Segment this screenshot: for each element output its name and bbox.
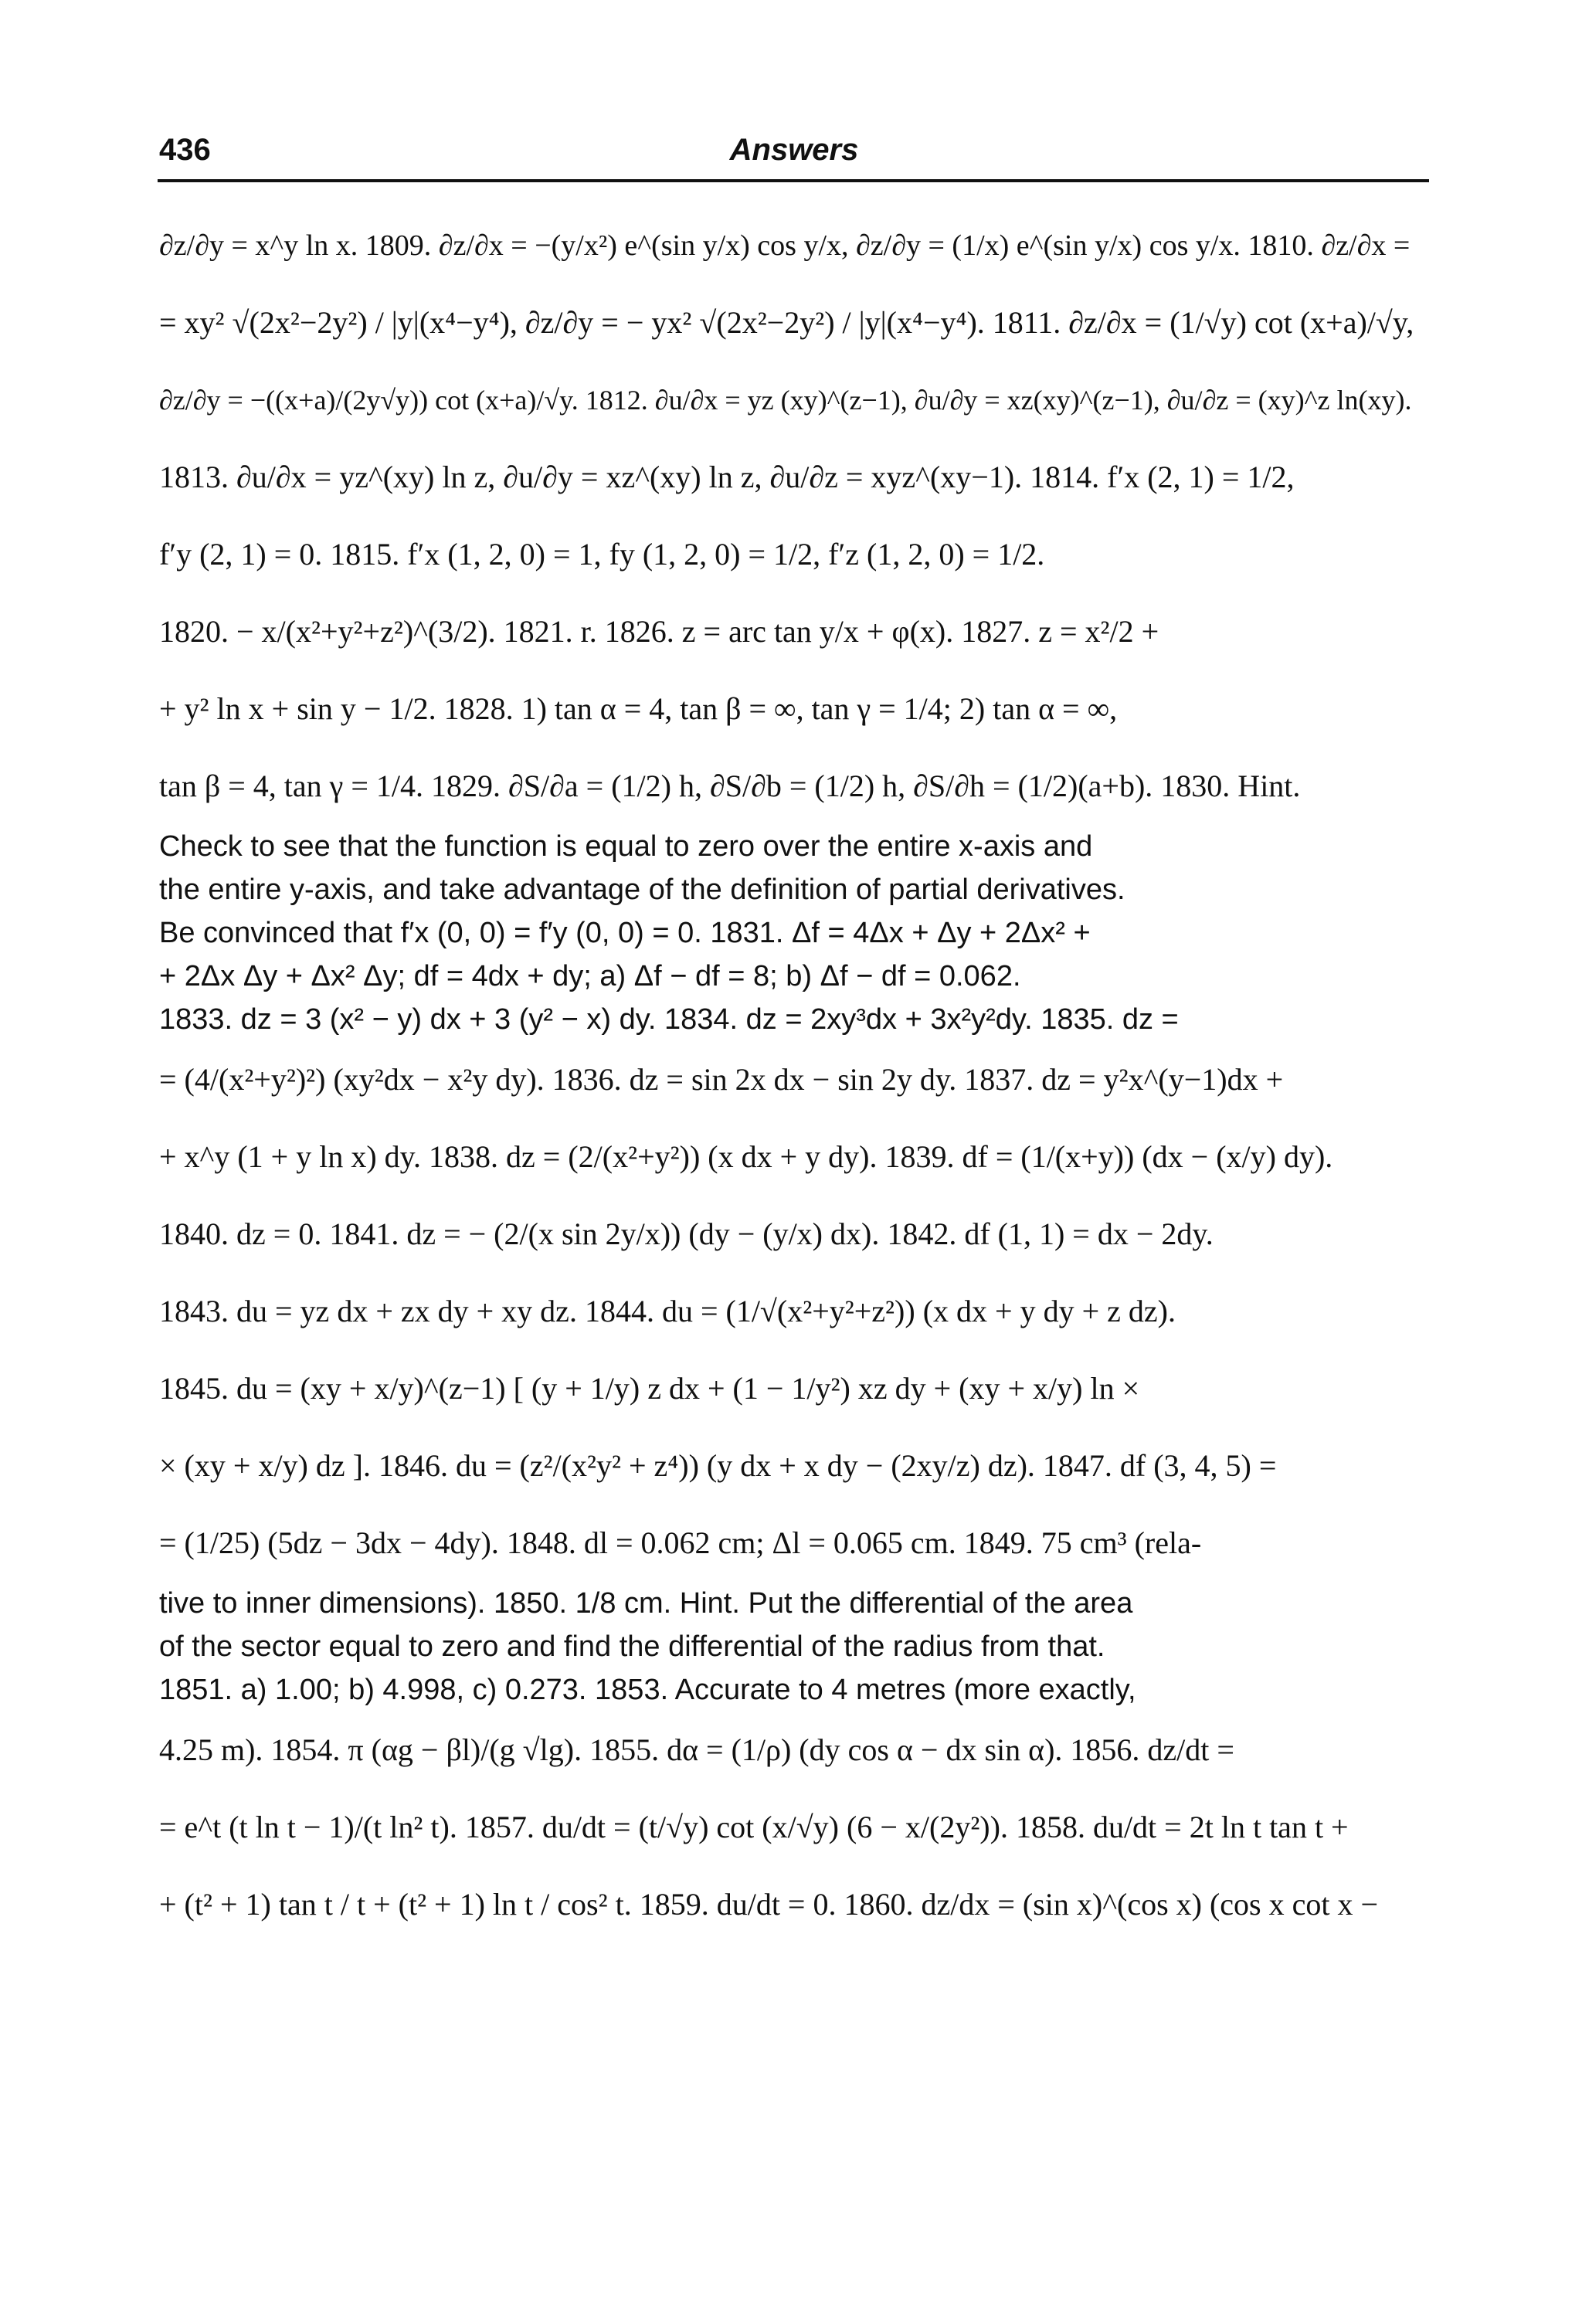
line-6: 1820. − x/(x²+y²+z²)^(3/2). 1821. r. 1826. z = arc tan y/x + φ(x). 1827. z = x²/2 + xyxy=(159,614,1159,649)
line-3: ∂z/∂y = −((x+a)/(2y√y)) cot (x+a)/√y. 1812. ∂u/∂x = yz (xy)^(z−1), ∂u/∂y = xz(xy)^(z−1), ∂u/∂z = (xy)^z ln(xy). xyxy=(159,385,1412,416)
line-12: + 2Δx Δy + Δx² Δy; df = 4dx + dy; a) Δf − df = 8; b) Δf − df = 0.062. xyxy=(159,960,1021,992)
line-9: Check to see that the function is equal to zero over the entire x-axis and xyxy=(159,830,1093,863)
line-14: = (4/(x²+y²)²) (xy²dx − x²y dy). 1836. dz = sin 2x dx − sin 2y dy. 1837. dz = y²x^(y−1)dx + xyxy=(159,1062,1284,1097)
page-header xyxy=(159,133,1429,179)
line-25: = e^t (t ln t − 1)/(t ln² t). 1857. du/dt = (t/√y) cot (x/√y) (6 − x/(2y²)). 1858. du/dt = 2t ln t tan t + xyxy=(159,1810,1349,1844)
page-number: 436 xyxy=(159,133,211,167)
line-15: + x^y (1 + y ln x) dy. 1838. dz = (2/(x²+y²)) (x dx + y dy). 1839. df = (1/(x+y)) (dx − (x/y) dy). xyxy=(159,1139,1333,1174)
line-19: × (xy + x/y) dz ]. 1846. du = (z²/(x²y² + z⁴)) (y dx + x dy − (2xy/z) dz). 1847. df (3, 4, 5) = xyxy=(159,1448,1277,1483)
line-24: 4.25 m). 1854. π (αg − βl)/(g √lg). 1855. dα = (1/ρ) (dy cos α − dx sin α). 1856. dz/dt = xyxy=(159,1732,1234,1767)
line-2: = xy² √(2x²−2y²) / |y|(x⁴−y⁴), ∂z/∂y = − yx² √(2x²−2y²) / |y|(x⁴−y⁴). 1811. ∂z/∂x = (1/√y) cot (x+a)/√y, xyxy=(159,305,1414,340)
answers-body xyxy=(159,207,1429,1943)
line-4: 1813. ∂u/∂x = yz^(xy) ln z, ∂u/∂y = xz^(xy) ln z, ∂u/∂z = xyz^(xy−1). 1814. f′x (2, 1) = 1/2, xyxy=(159,460,1295,494)
line-16: 1840. dz = 0. 1841. dz = − (2/(x sin 2y/x)) (dy − (y/x) dx). 1842. df (1, 1) = dx − 2dy. xyxy=(159,1216,1214,1251)
line-8: tan β = 4, tan γ = 1/4. 1829. ∂S/∂a = (1/2) h, ∂S/∂b = (1/2) h, ∂S/∂h = (1/2)(a+b). 1830. Hint. xyxy=(159,768,1301,803)
line-17: 1843. du = yz dx + zx dy + xy dz. 1844. du = (1/√(x²+y²+z²)) (x dx + y dy + z dz). xyxy=(159,1294,1176,1328)
line-7: + y² ln x + sin y − 1/2. 1828. 1) tan α = 4, tan β = ∞, tan γ = 1/4; 2) tan α = ∞, xyxy=(159,691,1118,726)
line-22: of the sector equal to zero and find the differential of the radius from that. xyxy=(159,1630,1105,1663)
line-5: f′y (2, 1) = 0. 1815. f′x (1, 2, 0) = 1, fy (1, 2, 0) = 1/2, f′z (1, 2, 0) = 1/2. xyxy=(159,537,1045,572)
line-26: + (t² + 1) tan t / t + (t² + 1) ln t / cos² t. 1859. du/dt = 0. 1860. dz/dx = (sin x)^(cos x) (cos x cot x − xyxy=(159,1887,1379,1922)
page-title: Answers xyxy=(729,133,859,167)
line-21: tive to inner dimensions). 1850. 1/8 cm. Hint. Put the differential of the area xyxy=(159,1587,1133,1620)
line-23: 1851. a) 1.00; b) 4.998, c) 0.273. 1853. Accurate to 4 metres (more exactly, xyxy=(159,1674,1136,1706)
line-1: ∂z/∂y = x^y ln x. 1809. ∂z/∂x = −(y/x²) e^(sin y/x) cos y/x, ∂z/∂y = (1/x) e^(sin y/x) cos y/x. 1810. ∂z/∂x = xyxy=(159,229,1411,262)
line-11: Be convinced that f′x (0, 0) = f′y (0, 0) = 0. 1831. Δf = 4Δx + Δy + 2Δx² + xyxy=(159,917,1091,949)
line-18: 1845. du = (xy + x/y)^(z−1) [ (y + 1/y) z dx + (1 − 1/y²) xz dy + (xy + x/y) ln × xyxy=(159,1371,1140,1406)
line-13: 1833. dz = 3 (x² − y) dx + 3 (y² − x) dy. 1834. dz = 2xy³dx + 3x²y²dy. 1835. dz = xyxy=(159,1003,1179,1036)
line-20: = (1/25) (5dz − 3dx − 4dy). 1848. dl = 0.062 cm; Δl = 0.065 cm. 1849. 75 cm³ (rela- xyxy=(159,1525,1202,1560)
header-rule xyxy=(158,179,1429,182)
line-10: the entire y-axis, and take advantage of the definition of partial derivatives. xyxy=(159,874,1125,906)
